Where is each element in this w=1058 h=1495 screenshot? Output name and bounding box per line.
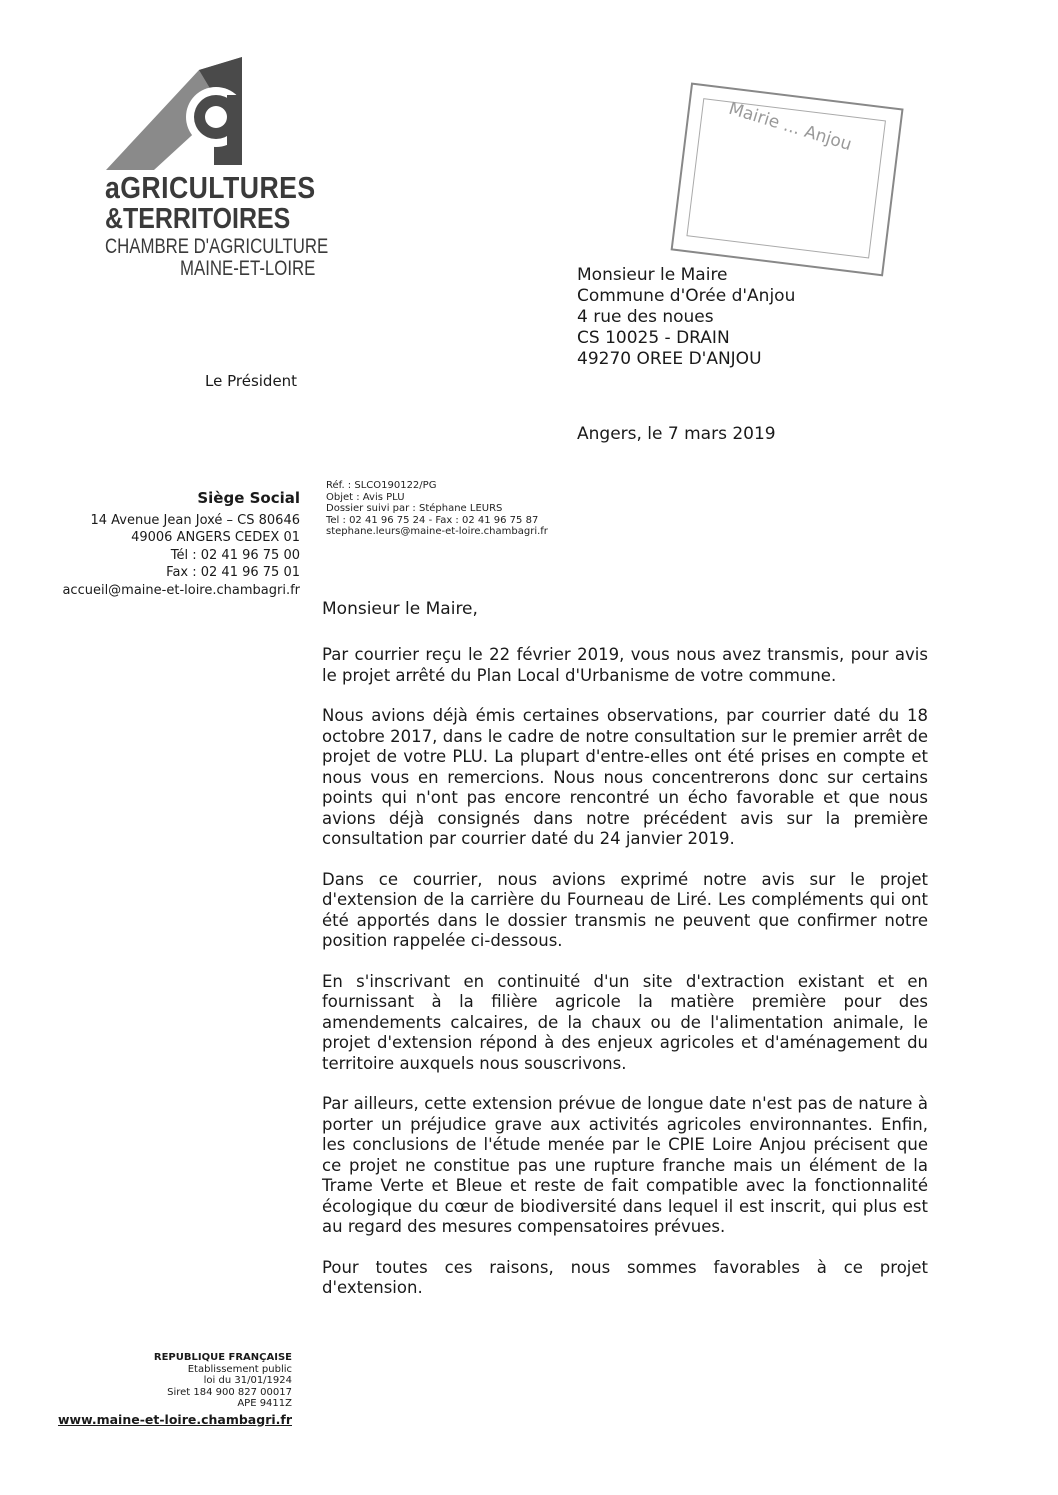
- recipient-line: Monsieur le Maire: [577, 265, 728, 285]
- footer-line: Etablissement public: [187, 1363, 292, 1375]
- recipient-line: 49270 OREE D'ANJOU: [577, 349, 762, 369]
- footer-line: APE 9411Z: [237, 1398, 292, 1409]
- head-office-line: 14 Avenue Jean Joxé – CS 80646: [90, 512, 300, 528]
- head-office-line: Tél : 02 41 96 75 00: [170, 547, 300, 563]
- reference-line: Réf. : SLCO190122/PG: [326, 480, 437, 491]
- received-stamp: [670, 83, 904, 278]
- legal-footer: [58, 1352, 292, 1425]
- recipient-line: 4 rue des noues: [577, 307, 714, 327]
- logo-text-line3: CHAMBRE D'AGRICULTURE: [105, 235, 329, 258]
- salutation: Monsieur le Maire,: [322, 599, 478, 619]
- letter-date: Angers, le 7 mars 2019: [577, 424, 776, 444]
- reference-line: stephane.leurs@maine-et-loire.chambagri.fr: [326, 526, 548, 537]
- website-link[interactable]: www.maine-et-loire.chambagri.fr: [58, 1411, 292, 1427]
- footer-line: loi du 31/01/1924: [203, 1375, 292, 1386]
- logo-text-line4: MAINE-ET-LOIRE: [180, 257, 316, 280]
- reference-line: Dossier suivi par : Stéphane LEURS: [326, 503, 503, 514]
- head-office-line: 49006 ANGERS CEDEX 01: [131, 530, 300, 545]
- reference-block: [326, 480, 548, 538]
- footer-title: REPUBLIQUE FRANÇAISE: [153, 1352, 292, 1363]
- letter-body: [322, 645, 928, 1319]
- stamp-text: Mairie ... Anjou: [726, 98, 854, 156]
- head-office-title: Siège Social: [197, 489, 300, 507]
- head-office-block: [62, 490, 300, 599]
- logo-text-line2: &TERRITOIRES: [105, 203, 291, 235]
- body-paragraph: Pour toutes ces raisons, nous sommes favorables à ce projet d'extension.: [322, 1257, 928, 1297]
- recipient-line: Commune d'Orée d'Anjou: [577, 286, 796, 306]
- logo-text-line1: aGRICULTURES: [105, 170, 316, 205]
- body-paragraph: Par courrier reçu le 22 février 2019, vous nous avez transmis, pour avis le projet arrêté du Plan Local d'Urbanisme de votre commune.: [322, 645, 928, 685]
- body-paragraph: Par ailleurs, cette extension prévue de longue date n'est pas de nature à porter un préjudice grave aux activités agricoles environnantes. Enfin, les conclusions de l'étude menée par le CPIE Loire Anjou précisent que ce projet ne constitue pas une rupture franche mais un élément de la Trame Verte et Bleue et reste de fait compatible avec la fonctionnalité écologique du cœur de biodiversité dans lequel il est inscrit, qui plus est au regard des mesures compensatoires prévues.: [322, 1094, 928, 1236]
- sender-title: Le Président: [205, 372, 298, 390]
- chamber-logo-icon: [104, 55, 244, 175]
- reference-line: Objet : Avis PLU: [326, 491, 405, 503]
- head-office-line: Fax : 02 41 96 75 01: [166, 565, 300, 580]
- footer-line: Siret 184 900 827 00017: [167, 1386, 292, 1398]
- body-paragraph: En s'inscrivant en continuité d'un site d'extraction existant et en fournissant à la filière agricole la matière première pour des amendements calcaires, de la chaux ou de l'alimentation animale, le projet d'extension répond à des enjeux agricoles et d'aménagement du territoire auxquels nous souscrivons.: [322, 971, 928, 1073]
- reference-line: Tel : 02 41 96 75 24 - Fax : 02 41 96 75 87: [326, 514, 539, 526]
- head-office-email: accueil@maine-et-loire.chambagri.fr: [62, 582, 300, 598]
- recipient-address: [577, 265, 795, 370]
- recipient-line: CS 10025 - DRAIN: [577, 328, 730, 348]
- body-paragraph: Nous avions déjà émis certaines observations, par courrier daté du 18 octobre 2017, dans le cadre de notre consultation sur le premier arrêt de projet de votre PLU. La plupart d'entre-elles ont été prises en compte et nous vous en remercions. Nous nous concentrerons donc sur certains points qui n'ont pas encore rencontré un écho favorable et que nous avions déjà consignés dans notre précédent avis sur la première consultation par courrier daté du 24 janvier 2019.: [322, 706, 928, 848]
- body-paragraph: Dans ce courrier, nous avions exprimé notre avis sur le projet d'extension de la carrière du Fourneau de Liré. Les compléments qui ont été apportés dans le dossier transmis ne peuvent que confirmer notre position rappelée ci-dessous.: [322, 869, 928, 950]
